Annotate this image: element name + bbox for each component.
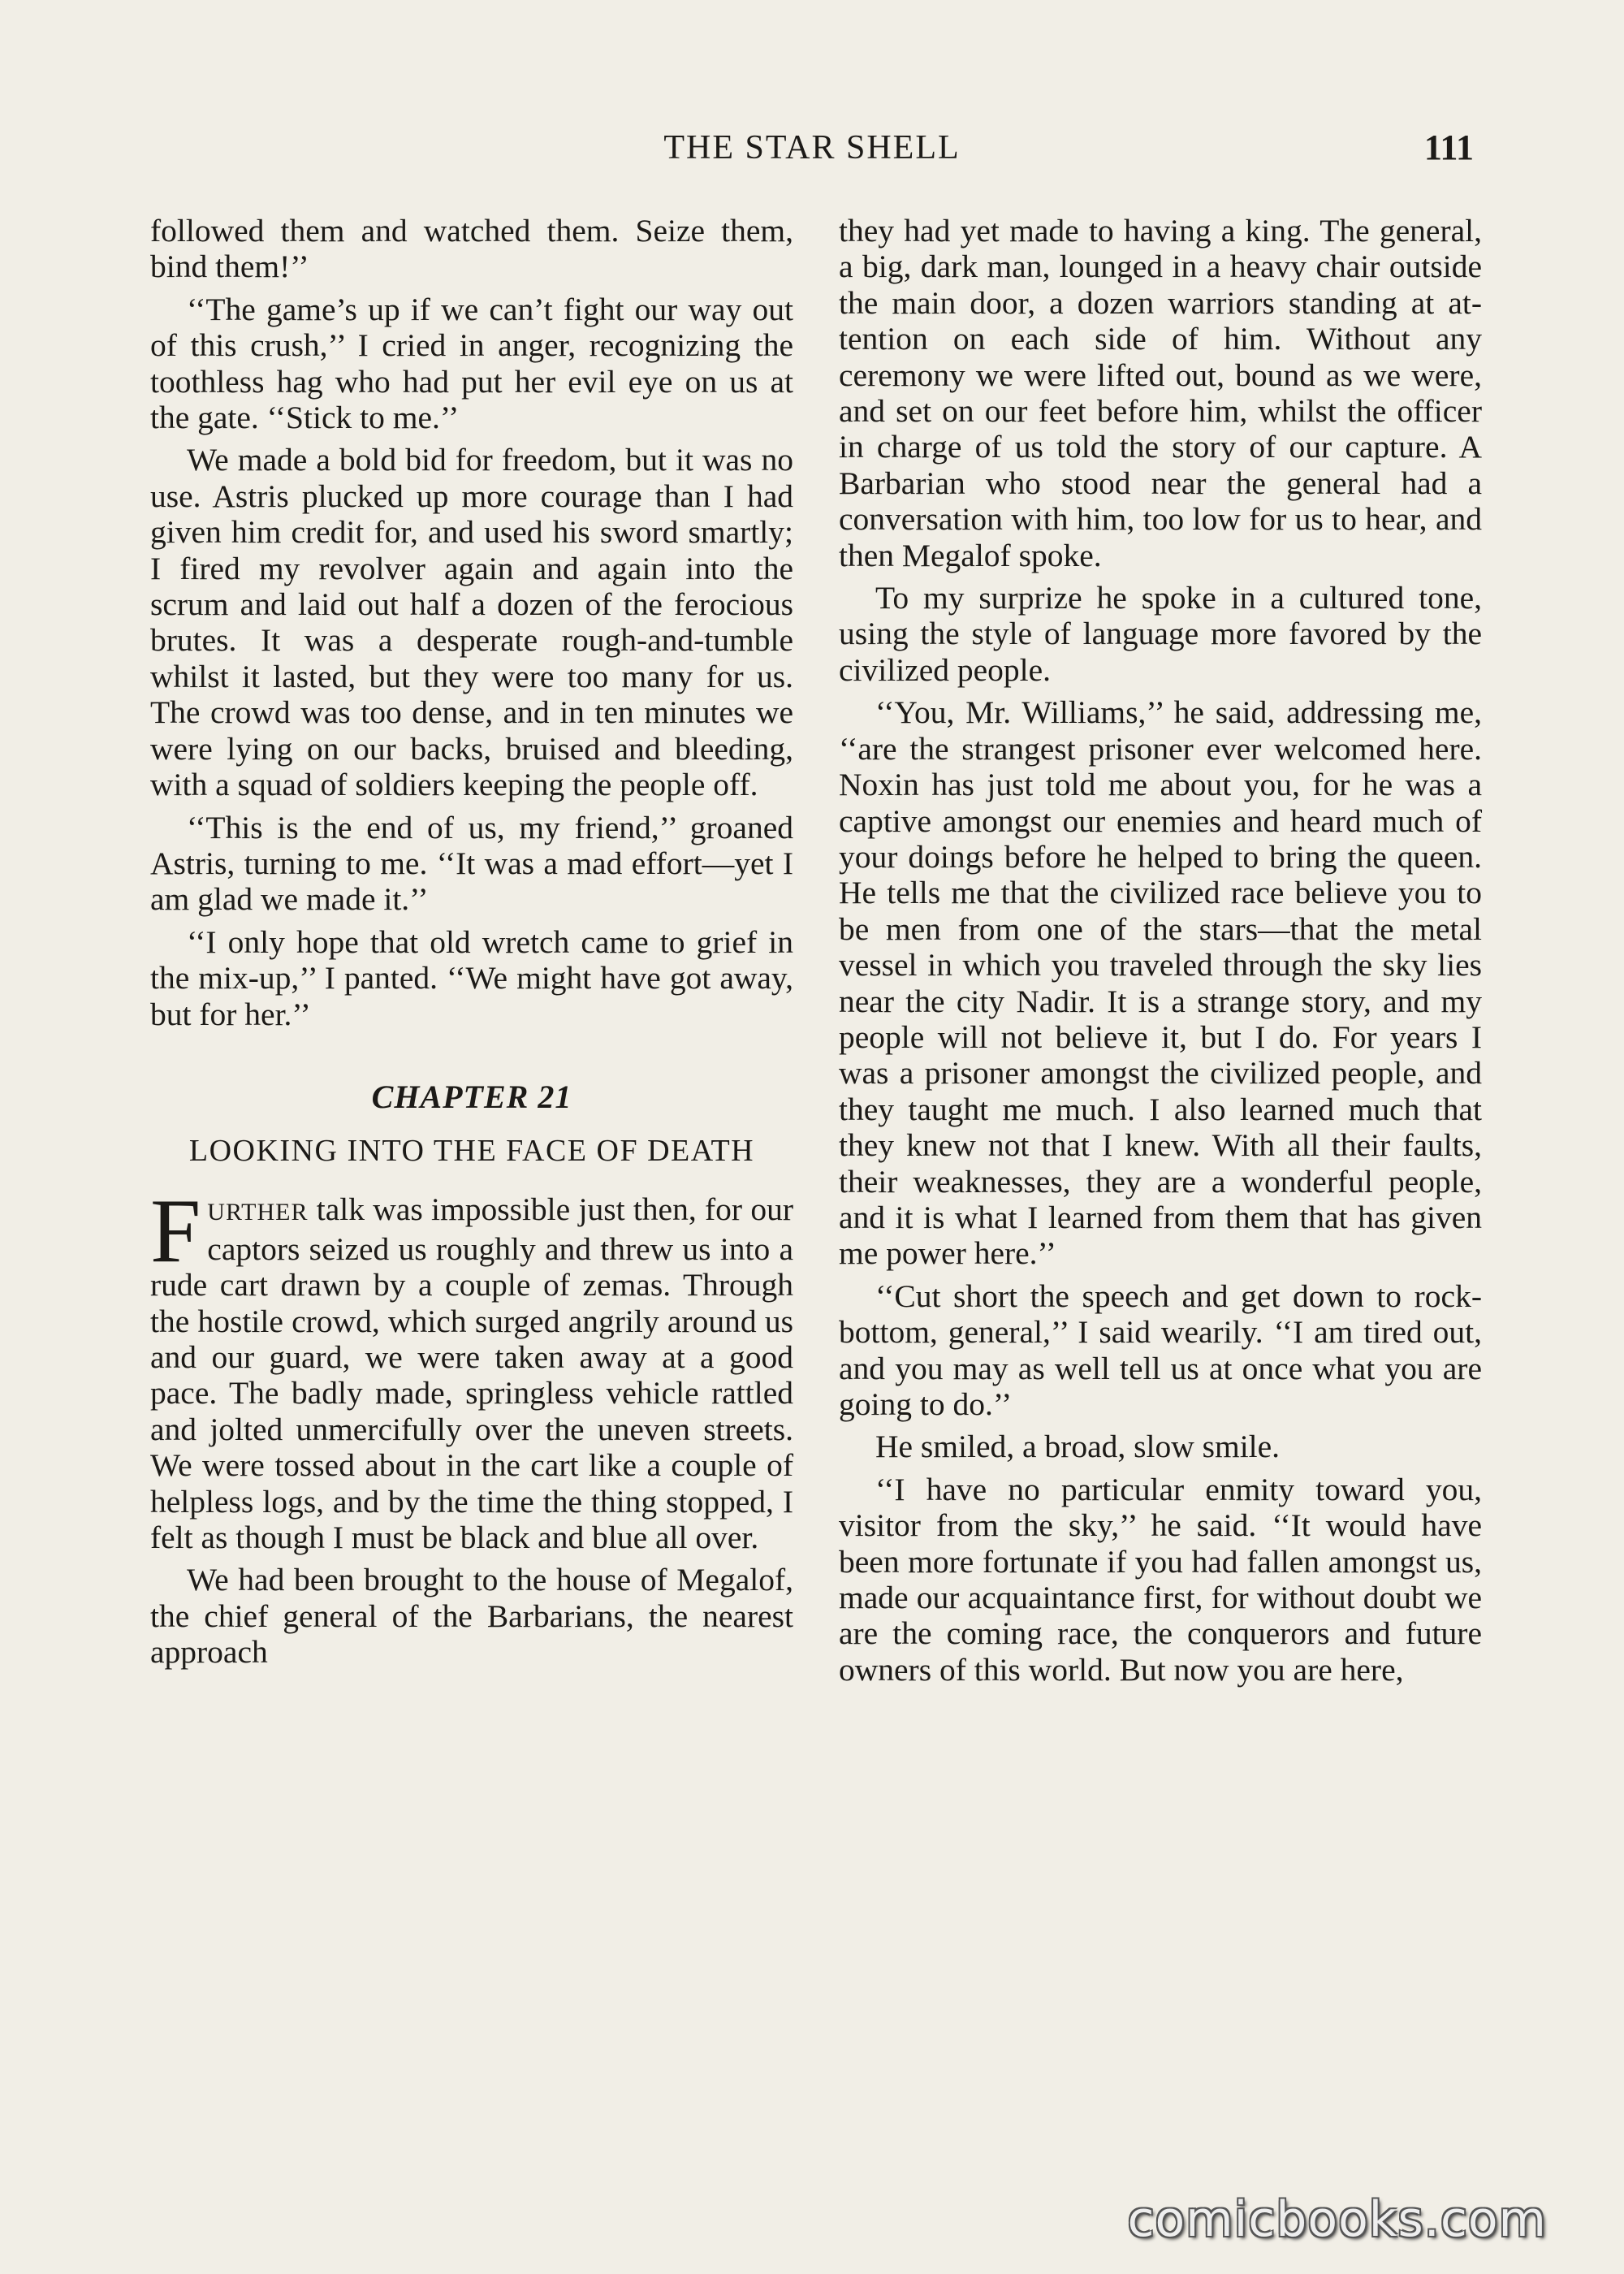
- paragraph: We made a bold bid for freedom, but it was no use. Astris plucked up more courage than I had given him credit for, and used his sword smartly; I fired my revolver again and again into the scrum and laid out half a dozen of the ferocious brutes. It was a desperate rough-and-tumble whilst it lasted, but they were too many for us. The crowd was too dense, and in ten minutes we were lying on our backs, bruised and bleeding, with a squad of soldiers keeping the people off.: [150, 442, 793, 803]
- small-caps-lead: URTHER: [207, 1199, 309, 1226]
- left-column: [150, 213, 793, 1677]
- paragraph: We had been brought to the house of Megalof, the chief general of the Barbarians, the nearest approach: [150, 1562, 793, 1671]
- watermark-logo: comicbooks.com: [1127, 2191, 1547, 2248]
- paragraph: ‘‘The game’s up if we can’t fight our way out of this crush,’’ I cried in anger, recognizing the toothless hag who had put her evil eye on us at the gate. ‘‘Stick to me.’’: [150, 291, 793, 436]
- drop-cap: F: [150, 1181, 201, 1282]
- paragraph: He smiled, a broad, slow smile.: [875, 1429, 1281, 1465]
- running-head: [150, 122, 1474, 179]
- paragraph-text: talk was impossible just then, for our captors seized us roughly and threw us into a rude cart drawn by a couple of zemas. Through the hostile crowd, which surged angrily around us and our guard, we were taken away at a good pace. The badly made, springless vehicle rattled and jolted unmercifully over the uneven streets. We were tossed about in the cart like a couple of helpless logs, and by the time the thing stopped, I felt as though I must be black and blue all over.: [150, 1191, 793, 1555]
- running-title: THE STAR SHELL: [663, 129, 961, 166]
- chapter-heading: CHAPTER 21: [371, 1078, 572, 1115]
- paragraph: ‘‘I have no particular enmity toward you, visitor from the sky,’’ he said. ‘‘It would have been more fortunate if you had fallen amongst us, made our acquaintance first, for without doubt we are the coming race, the conquerors and future owners of this world. But now you are here,: [839, 1471, 1482, 1688]
- paragraph: ‘‘Cut short the speech and get down to rock-bottom, general,’’ I said wearily. ‘‘I am tired out, and you may as well tell us at once what you are going to do.’’: [839, 1278, 1482, 1422]
- right-column: [839, 213, 1482, 1694]
- chapter-title: LOOKING INTO THE FACE OF DEATH: [188, 1134, 755, 1169]
- page-number: 111: [1423, 128, 1474, 167]
- paragraph: ‘‘This is the end of us, my friend,’’ groaned Astris, turning to me. ‘‘It was a mad effort—yet I am glad we made it.’’: [150, 809, 793, 918]
- paragraph: To my surprize he spoke in a cultured tone, using the style of language more favored by the civilized people.: [839, 580, 1482, 688]
- paragraph: followed them and watched them. Seize them, bind them!’’: [150, 213, 793, 285]
- paragraph: ‘‘You, Mr. Williams,’’ he said, addressing me, ‘‘are the strangest prisoner ever welcomed here. Noxin has just told me about you, for he was a captive amongst our enemies and heard much of your doings before he helped to bring the queen. He tells me that the civilized race believe you to be men from one of the stars—that the metal vessel in which you traveled through the sky lies near the city Nadir. It is a strange story, and my people will not believe it, but I do. For years I was a prisoner amongst the civilized people, and they taught me much. I also learned much that they knew not that I knew. With all their faults, their weaknesses, they are a wonderful people, and it is what I learned from them that has given me power here.’’: [839, 694, 1482, 1272]
- opening-paragraph: [150, 1181, 793, 1555]
- paragraph: they had yet made to having a king. The general, a big, dark man, lounged in a heavy chair outside the main door, a dozen warriors standing at attention on each side of him. Without any ceremony we were lifted out, bound as we were, and set on our feet before him, whilst the officer in charge of us told the story of our capture. A Barbarian who stood near the general had a conversation with him, too low for us to hear, and then Megalof spoke.: [839, 213, 1482, 573]
- paragraph: ‘‘I only hope that old wretch came to grief in the mix-up,’’ I panted. ‘‘We might have got away, but for her.’’: [150, 923, 793, 1032]
